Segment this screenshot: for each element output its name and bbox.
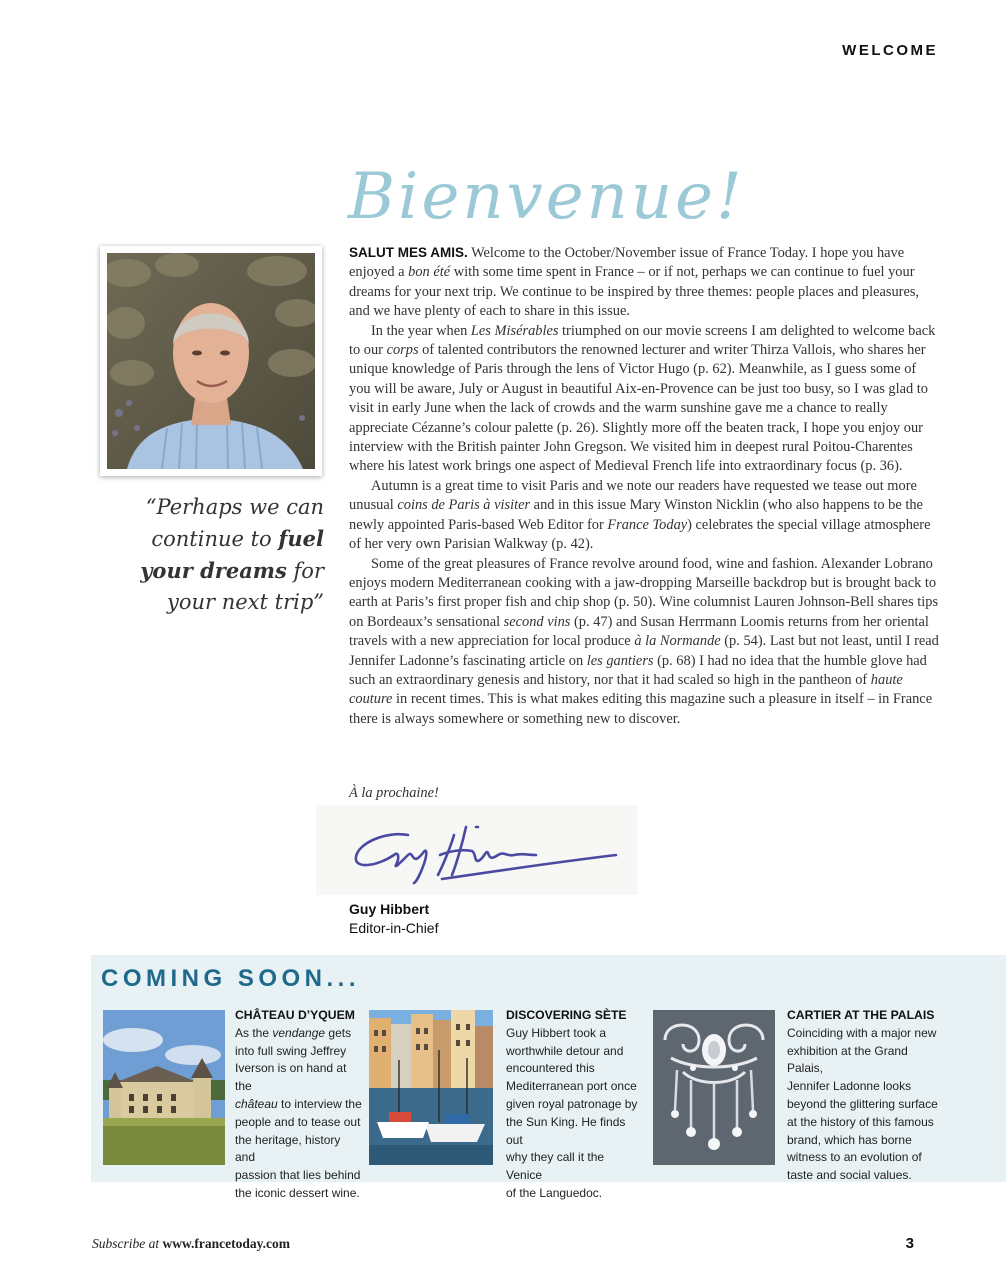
italic-run: vendange	[272, 1025, 326, 1040]
italic-run: les gantiers	[586, 652, 654, 669]
card-line: worthwhile detour and	[506, 1043, 624, 1058]
italic-run: France Today	[607, 516, 688, 533]
card-line: the iconic dessert wine.	[235, 1185, 360, 1200]
text-run: of talented contributors the renowned lecturer and writer Thirza Vallois, who shares her unique knowledge of Paris through the lens of Victor Hugo (p. 62). Meanwhile, as I guess some of you will be aware, July or August in beautiful Aix-en-Provence can be just too busy, so I was glad to visit in early June when the lack of crowds and the warm sunshine gave me a chance to really appreciate Cézanne’s colour palette (p. 26). Slightly more off the beaten track, I hope you enjoy our interview with the British painter John Gregson. We visited him in deepest rural Poitou-Charentes where his latest work brings one aspect of Medieval French life into extraordinary focus (p. 36).	[349, 342, 928, 475]
italic-run: bon été	[408, 264, 451, 281]
text-run: to interview the	[277, 1096, 362, 1111]
text-run: (p. 47) and Susan Herrmann Loomis returns from her oriental travels with a new appreciation for local produce	[349, 613, 929, 650]
card-line: given royal patronage by	[506, 1096, 638, 1111]
pull-quote-emphasis: fuel your dreams	[140, 526, 324, 583]
text-run: (p. 54). Last but not least, until I read Jennifer Ladonne’s fascinating article on	[349, 633, 939, 669]
closing-line: À la prochaine!	[349, 785, 439, 801]
text-run: Autumn is a great time to visit Paris and we note our readers have requested we tease out more unusual	[349, 477, 917, 514]
footer-subscribe	[92, 1236, 290, 1252]
editor-photo	[100, 246, 322, 476]
card-line: of the Languedoc.	[506, 1185, 603, 1200]
italic-run: haute couture	[349, 671, 903, 708]
section-label: WELCOME	[842, 42, 938, 59]
article-paragraph-4	[349, 555, 939, 730]
article-paragraph-1	[349, 243, 939, 322]
card-line: the Sun King. He finds out	[506, 1114, 626, 1147]
italic-run: à la Normande	[634, 633, 721, 650]
signer-name: Guy Hibbert	[349, 901, 430, 917]
card-line: taste and social values.	[787, 1168, 912, 1183]
coming-soon-card-2	[506, 1007, 640, 1203]
website-link[interactable]: www.francetoday.com	[162, 1236, 290, 1251]
italic-run: Les Misérables	[470, 322, 559, 339]
card-line: the heritage, history and	[235, 1132, 341, 1165]
card-line: encountered this	[506, 1061, 595, 1076]
card-line: witness to an evolution of	[787, 1150, 922, 1165]
pull-quote	[96, 492, 324, 618]
card-line: exhibition at the Grand Palais,	[787, 1043, 908, 1076]
card-line: Guy Hibbert took a	[506, 1025, 607, 1040]
signature-image	[316, 805, 638, 899]
italic-run: corps	[386, 342, 419, 359]
card-line: Coinciding with a major new	[787, 1025, 937, 1040]
page-title: Bienvenue!	[348, 160, 745, 234]
article-paragraph-3	[349, 477, 939, 555]
card-line: into full swing Jeffrey	[235, 1043, 347, 1058]
card-line: Jennifer Ladonne looks	[787, 1079, 912, 1094]
coming-soon-card-1	[235, 1007, 363, 1203]
text-run: Some of the great pleasures of France revolve around food, wine and fashion. Alexander Lobrano enjoys modern Mediterranean cooking with a jaw-dropping Marseille backdrop but is brought back to earth at Paris’s first proper fish and chip shop (p. 50). Wine columnist Lauren Johnson-Bell shares tips on Bordeaux’s sensational	[349, 555, 939, 630]
card-line: passion that lies behind	[235, 1168, 361, 1183]
text-run: In the year when	[371, 322, 471, 339]
chateau-yquem-image	[103, 1010, 225, 1165]
page-number: 3	[905, 1235, 914, 1252]
card-line: Iverson is on hand at the	[235, 1061, 347, 1094]
card-line: Mediterranean port once	[506, 1079, 637, 1094]
italic-run: second vins	[503, 613, 571, 630]
coming-soon-heading: COMING SOON...	[101, 965, 361, 992]
card-line	[235, 1096, 363, 1114]
text-run: As the	[235, 1025, 273, 1040]
card-line	[235, 1025, 363, 1043]
card-line: brand, which has borne	[787, 1132, 912, 1147]
text-run: and in this issue Mary Winston Nicklin (who also happens to be the newly appointed Paris-based Web Editor for	[349, 497, 923, 533]
editor-portrait-image	[107, 253, 315, 469]
text-run: with some time spent in France – or if not, perhaps we can continue to fuel your dreams for your next trip. We continue to be inspired by three themes: people places and pleasures, and we have plenty of each to share in this issue.	[349, 264, 920, 320]
card-title: CHÂTEAU D’YQUEM	[235, 1008, 355, 1022]
card-title: CARTIER AT THE PALAIS	[787, 1008, 935, 1022]
text-run: in recent times. This is what makes editing this magazine such a pleasure in itself – in France there is always somewhere or something new to discover.	[349, 691, 933, 727]
card-line: people and to tease out	[235, 1114, 361, 1129]
article-paragraph-2	[349, 322, 939, 477]
pull-quote-after: for your next trip”	[166, 559, 324, 614]
italic-run: château	[235, 1096, 278, 1111]
coming-soon-card-3	[787, 1007, 947, 1185]
card-line: at the history of this famous	[787, 1114, 934, 1129]
italic-run: coins de Paris à visiter	[397, 497, 531, 514]
card-line: why they call it the Venice	[506, 1150, 605, 1183]
article-body	[349, 243, 939, 729]
text-run: triumphed on our movie screens I am delighted to welcome back to our	[349, 322, 936, 359]
subscribe-prefix: Subscribe at	[92, 1236, 163, 1251]
signer-title: Editor-in-Chief	[349, 920, 439, 936]
card-line: beyond the glittering surface	[787, 1096, 938, 1111]
card-title: DISCOVERING SÈTE	[506, 1008, 627, 1022]
lead-in: SALUT MES AMIS.	[349, 245, 468, 260]
text-run: Welcome to the October/November issue of France Today. I hope you have enjoyed a	[349, 245, 905, 281]
text-run: (p. 68) I had no idea that the humble glove had such an extraordinary genesis and history, nor that it had scaled so high in the pantheon of	[349, 652, 927, 688]
text-run: ) celebrates the special village atmosphere of her very own Parisian Walkway (p. 42).	[349, 516, 931, 553]
pull-quote-before: “Perhaps we can continue to	[145, 495, 324, 551]
cartier-jewel-image	[653, 1010, 775, 1165]
sete-harbour-image	[369, 1010, 493, 1165]
text-run: gets	[325, 1025, 352, 1040]
